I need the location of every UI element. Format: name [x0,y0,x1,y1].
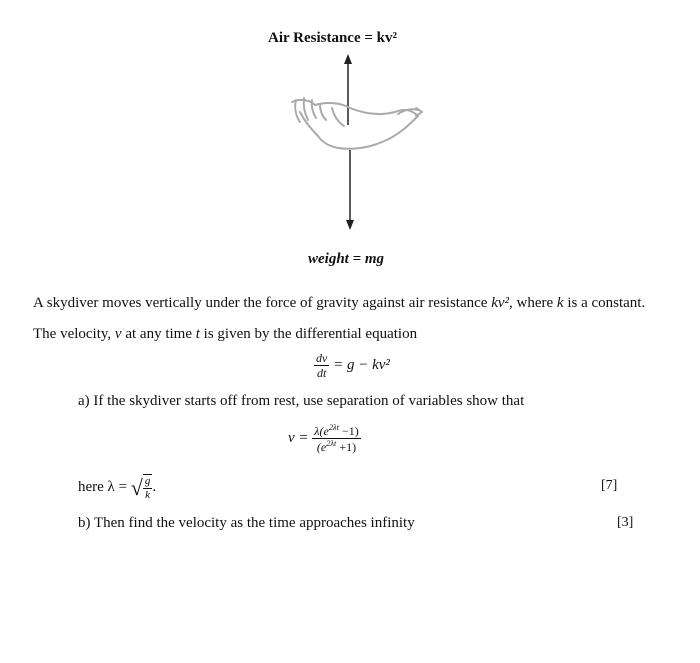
velocity-fraction [312,424,360,453]
part-b-text: b) Then find the velocity as the time approaches infinity [78,515,415,531]
sqrt-numerator: g [144,475,151,487]
weight-arrowhead [346,220,354,230]
air-resistance-arrowhead [344,54,352,64]
lambda-definition-text: here λ = [78,478,131,495]
lambda-definition [78,474,156,501]
intro-line-2 [33,326,417,343]
velocity-equation [288,424,361,453]
intro-v: v [114,326,122,342]
intro-line-1-end: is a constant. [563,295,646,311]
velocity-denominator-base: (e [316,440,327,454]
radical-icon: √ [130,474,143,500]
equation-rhs: = g − kv² [333,356,390,373]
g-over-k-fraction [143,474,153,501]
intro-line-1 [33,295,645,312]
differential-equation [314,352,390,379]
part-b-marks: [3] [617,515,634,530]
intro-k: k [556,295,564,311]
velocity-numerator-base: λ(e [314,424,329,438]
part-a-text: a) If the skydiver starts off from rest, use separation of variables show that [78,393,525,409]
sqrt-g-over-k [131,474,153,501]
dt-denominator: dt [316,366,327,380]
intro-t: t [195,326,200,342]
velocity-numerator-exp: 2λt [328,423,339,432]
intro-line-1-text: A skydiver moves vertically under the force of gravity against air resistance [33,295,492,311]
velocity-denominator-exp: 2λt [326,439,337,448]
skydiver-sketch [292,98,422,149]
velocity-denominator-tail: +1) [336,440,357,454]
velocity-numerator [312,424,360,439]
skydiver-diagram [270,50,440,250]
intro-line-2-start: The velocity, [33,326,115,342]
sqrt-denominator: k [145,489,151,501]
intro-air-term: kv² [491,295,509,311]
intro-line-1-mid: , where [509,295,557,311]
velocity-lhs: v = [288,429,309,446]
lambda-definition-end: . [152,478,157,495]
intro-line-2-end: is given by the differential equation [199,326,418,342]
dv-numerator: dv [316,351,328,365]
weight-label: weight = mg [308,251,385,267]
air-resistance-label: Air Resistance = kv² [268,30,398,46]
intro-line-2-mid: at any time [121,326,196,342]
dv-dt-fraction [314,352,329,379]
velocity-denominator [315,439,358,453]
velocity-numerator-tail: −1) [338,424,359,438]
part-a-marks: [7] [601,478,618,493]
